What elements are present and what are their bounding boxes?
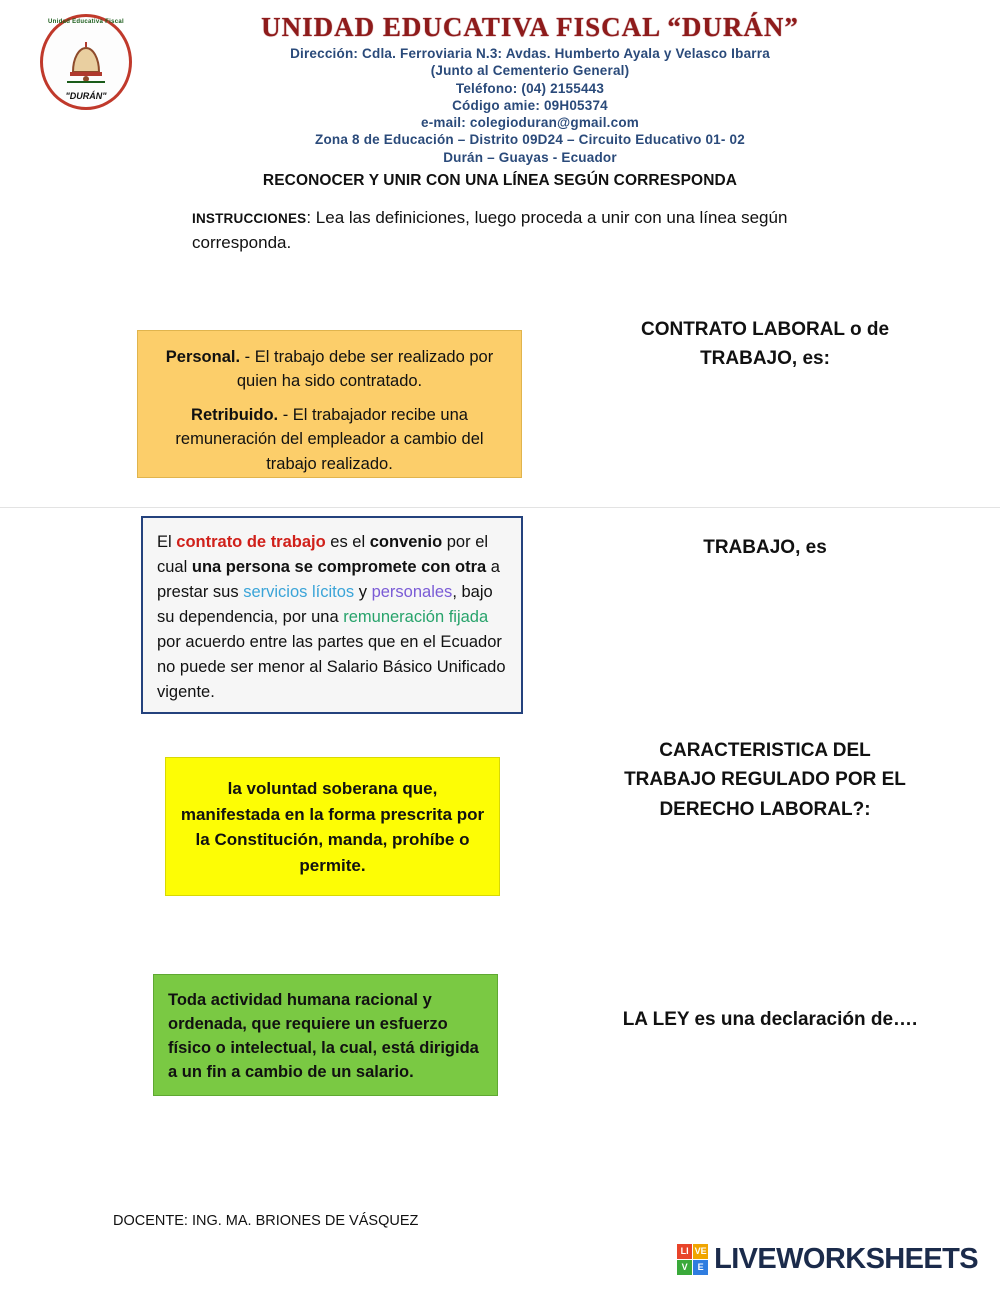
definition-text-personal: - El trabajo debe ser realizado por quien ha sido contratado. [236, 348, 494, 391]
brand-tile-ve: VE [693, 1244, 708, 1259]
definition-line-retribuido [152, 403, 507, 476]
definition-text-retribuido: - El trabajador recibe una remuneración del empleador a cambio del trabajo realizado. [175, 405, 484, 473]
definition-rich-text [157, 530, 507, 706]
header-text-block [150, 12, 910, 166]
teacher-credit: DOCENTE: ING. MA. BRIONES DE VÁSQUEZ [113, 1213, 419, 1229]
term-caracteristica[interactable]: CARACTERISTICA DEL TRABAJO REGULADO POR EL DERECHO LABORAL?: [624, 740, 906, 820]
definition-term-retribuido: Retribuido. [191, 405, 279, 424]
term-trabajo[interactable]: TRABAJO, es [703, 537, 827, 558]
seg-12: por acuerdo entre las partes que en el Ecuador no puede ser menor al Salario Básico Unificado vigente. [157, 633, 506, 702]
seg-11: remuneración fijada [343, 608, 489, 627]
document-header [0, 0, 1000, 165]
logo-top-text: Unidad Educativa Fiscal [48, 19, 124, 25]
seg-1: contrato de trabajo [176, 533, 326, 551]
seg-6: a prestar sus [157, 558, 500, 602]
seg-0: El [157, 533, 177, 551]
definition-box-voluntad-soberana[interactable] [165, 757, 500, 896]
seg-7: servicios lícitos [243, 583, 355, 602]
definition-text-voluntad: la voluntad soberana que, manifestada en la forma prescrita por la Constitución, manda, prohíbe o permite. [180, 779, 485, 875]
term-contrato-laboral[interactable]: CONTRATO LABORAL o de TRABAJO, es: [640, 319, 890, 370]
header-line-reference: (Junto al Cementerio General) [430, 63, 630, 79]
school-name: UNIDAD EDUCATIVA FISCAL “DURÁN” [261, 12, 799, 42]
instructions-label: INSTRUCCIONES [192, 211, 307, 226]
definition-text-actividad: Toda actividad humana racional y ordenada, que requiere un esfuerzo físico o intelectual, la cual, está dirigida a un fin a cambio de un salario. [168, 991, 479, 1081]
term-la-ley[interactable]: LA LEY es una declaración de…. [622, 1009, 918, 1030]
school-contact-lines [150, 45, 910, 166]
seg-2: es el [325, 533, 370, 551]
liveworksheets-logo-icon [677, 1244, 708, 1275]
seg-5: una persona se compromete con otra [191, 558, 487, 577]
definition-term-personal: Personal. [165, 348, 241, 366]
header-line-address: Dirección: Cdla. Ferroviaria N.3: Avdas. Humberto Ayala y Velasco Ibarra [290, 46, 770, 61]
header-line-amie: Código amie: 09H05374 [452, 97, 608, 113]
seg-3: convenio [369, 533, 443, 551]
page-title: RECONOCER Y UNIR CON UNA LÍNEA SEGÚN CORRESPONDA [262, 172, 738, 189]
instructions-text: : Lea las definiciones, luego proceda a unir con una línea según corresponda. [192, 208, 788, 252]
brand-wordmark: LIVEWORKSHEETS [714, 1243, 978, 1275]
header-line-email: e-mail: colegioduran@gmail.com [421, 115, 639, 131]
bell-logo-icon [63, 38, 109, 86]
seg-4: por el cual [157, 533, 489, 577]
brand-tile-v: V [677, 1260, 692, 1275]
brand-tile-li: LI [677, 1244, 692, 1259]
header-line-zone: Zona 8 de Educación – Distrito 09D24 – Circuito Educativo 01- 02 [315, 132, 745, 148]
definition-box-contrato-de-trabajo[interactable] [141, 516, 523, 714]
seg-10: , bajo su dependencia, por una [157, 583, 493, 627]
header-line-phone: Teléfono: (04) 2155443 [455, 80, 605, 96]
definition-line-personal [152, 345, 507, 394]
brand-tile-e: E [693, 1260, 708, 1275]
logo-bottom-text: "DURÁN" [65, 91, 107, 101]
seg-9: personales [371, 583, 453, 602]
school-logo [40, 14, 132, 110]
instructions [192, 206, 832, 255]
seg-8: y [354, 583, 372, 602]
definition-box-personal-retribuido[interactable] [137, 330, 522, 478]
section-divider [0, 507, 1000, 508]
liveworksheets-brand [677, 1243, 978, 1276]
definition-box-actividad-humana[interactable] [153, 974, 498, 1096]
header-line-city: Durán – Guayas - Ecuador [443, 149, 617, 165]
